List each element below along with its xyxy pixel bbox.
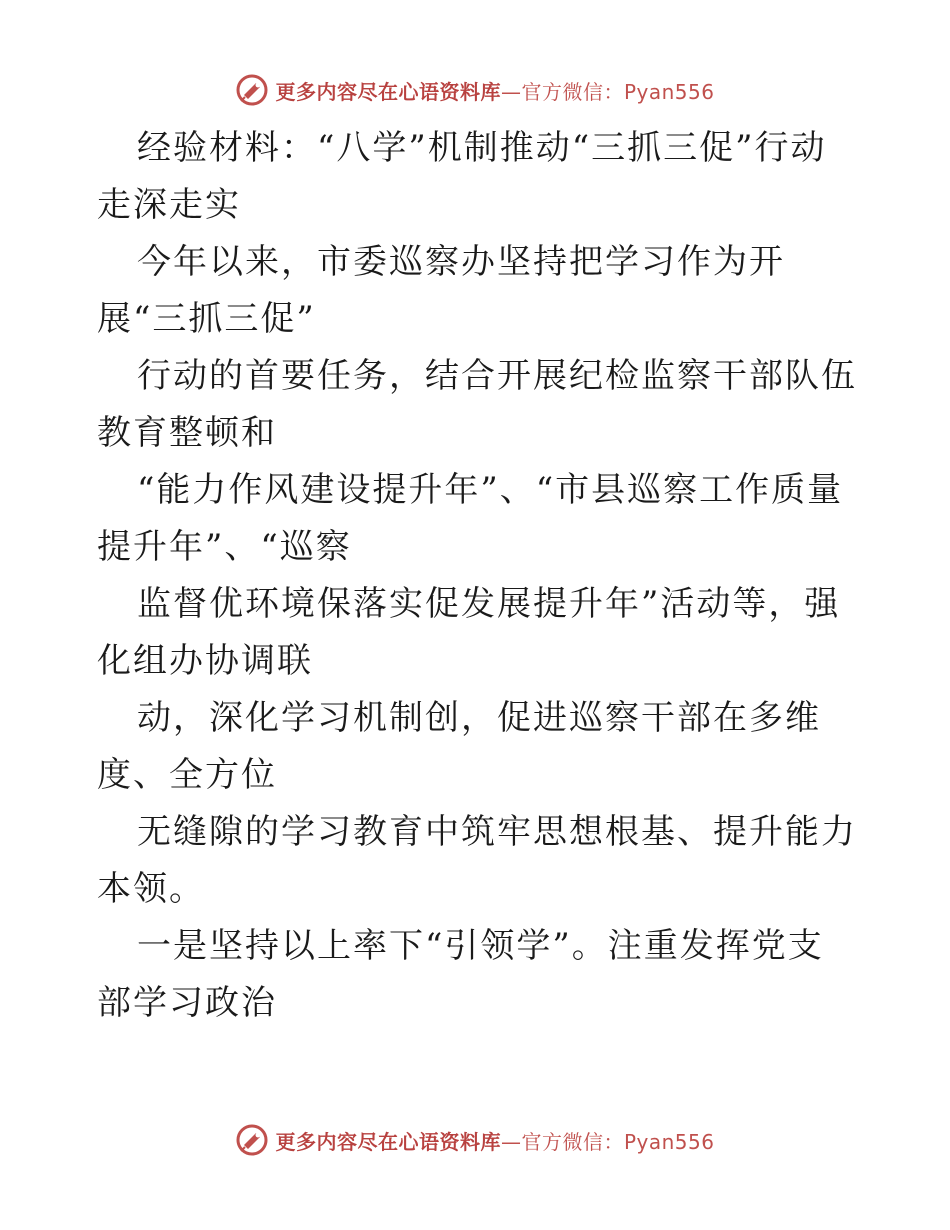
document-body: [97, 120, 857, 1032]
paragraph: “能力作风建设提升年”、“市县巡察工作质量提升年”、“巡察: [97, 470, 844, 567]
header-banner: [0, 70, 950, 110]
document-title: 经验材料：“八学”机制推动“三抓三促”行动走深走实: [97, 128, 827, 225]
header-banner-text: 更多内容尽在心语资料库—官方微信：Pyan556: [275, 79, 715, 104]
pen-nib-logo-icon: [235, 1123, 269, 1157]
paragraph: 行动的首要任务，结合开展纪检监察干部队伍教育整顿和: [97, 356, 857, 453]
paragraph: 今年以来，市委巡察办坚持把学习作为开展“三抓三促”: [97, 242, 785, 339]
paragraph: 动，深化学习机制创，促进巡察干部在多维度、全方位: [97, 698, 821, 795]
paragraph: 无缝隙的学习教育中筑牢思想根基、提升能力本领。: [97, 812, 857, 909]
footer-banner-text: 更多内容尽在心语资料库—官方微信：Pyan556: [275, 1129, 715, 1154]
footer-banner: [0, 1120, 950, 1160]
pen-nib-logo-icon: [235, 73, 269, 107]
paragraph: 监督优环境保落实促发展提升年”活动等，强化组办协调联: [97, 584, 841, 681]
paragraph: 一是坚持以上率下“引领学”。注重发挥党支部学习政治: [97, 926, 824, 1023]
